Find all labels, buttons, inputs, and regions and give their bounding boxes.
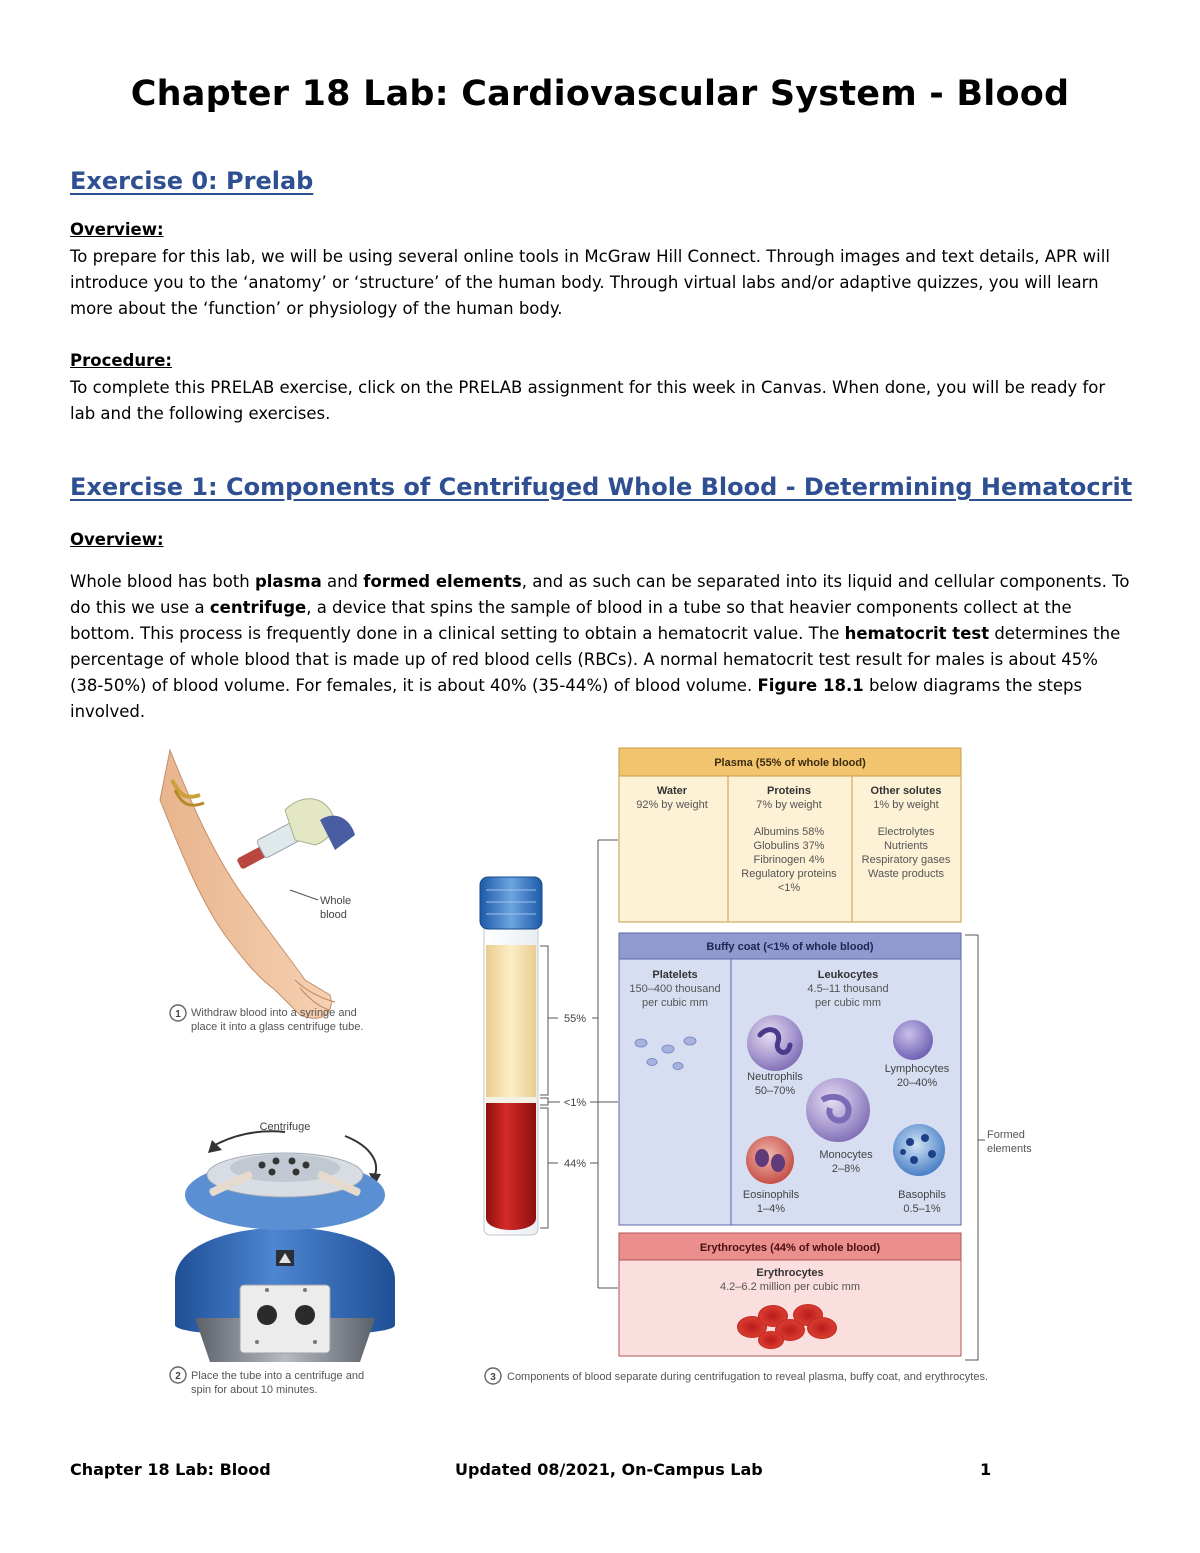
protein-globulins: Globulins 37% [753,840,825,852]
step-3-number: 3 [490,1372,496,1383]
eosinophils-pct: 1–4% [756,1203,786,1215]
protein-fibrinogen: Fibrinogen 4% [753,854,825,866]
step-1-number: 1 [175,1009,181,1020]
protein-regulatory-pct: <1% [777,882,801,894]
erythrocytes-box-title: Erythrocytes (44% of whole blood) [699,1242,881,1254]
monocyte-cell [806,1078,870,1142]
basophil-cell [893,1124,945,1176]
centrifuge-illustration [175,1121,395,1362]
centrifuged-tube [480,877,542,1235]
solutes-sub: 1% by weight [873,799,939,811]
step-1-line-1: Withdraw blood into a syringe and [191,1007,357,1019]
basophils-pct: 0.5–1% [903,1203,941,1215]
step-2-number: 2 [175,1371,181,1382]
exercise-0-heading: Exercise 0: Prelab [70,167,314,195]
step-3-caption [485,1368,988,1384]
solute-electrolytes: Electrolytes [877,826,935,838]
exercise-0-procedure-label: Procedure: [70,351,173,370]
exercise-1-heading: Exercise 1: Components of Centrifuged Whole Blood - Determining Hematocrit [70,473,1133,501]
lymphocyte-cell [893,1020,933,1060]
leukocytes-title: Leukocytes [817,969,879,981]
proteins-sub: 7% by weight [756,799,822,811]
solute-waste: Waste products [867,868,945,880]
eosinophil-cell [746,1136,794,1184]
solutes-title: Other solutes [870,785,942,797]
monocytes-pct: 2–8% [831,1163,861,1175]
whole-blood-leader [290,890,318,900]
monocytes-label: Monocytes [819,1149,873,1161]
figure-18-1 [0,740,1200,1420]
arm-illustration [160,750,355,1018]
page-title: Chapter 18 Lab: Cardiovascular System - Blood [130,74,1070,114]
step-1-caption [170,1005,363,1033]
exercise-0-procedure-text: To complete this PRELAB exercise, click on the PRELAB assignment for this week in Canvas. When done, you will be ready for lab and the following exercises. [70,378,1106,423]
neutrophils-pct: 50–70% [754,1085,796,1097]
formed-elements-label-2: elements [987,1143,1032,1155]
exercise-1-overview-label: Overview: [70,530,164,549]
eosinophils-label: Eosinophils [742,1189,800,1201]
exercise-0-overview-label: Overview: [70,220,164,239]
lymphocytes-pct: 20–40% [896,1077,938,1089]
page-number: 1 [980,1460,992,1479]
step-2-line-2: spin for about 10 minutes. [191,1384,318,1396]
buffy-title: Buffy coat (<1% of whole blood) [706,941,874,953]
neutrophil-cell [747,1015,803,1071]
footer-center: Updated 08/2021, On-Campus Lab [455,1460,763,1479]
platelets-title: Platelets [652,969,698,981]
proteins-title: Proteins [766,785,812,797]
neutrophils-label: Neutrophils [747,1071,803,1083]
tube-pct-plasma: 55% [563,1013,587,1025]
erythrocytes-title: Erythrocytes [756,1267,824,1279]
protein-regulatory: Regulatory proteins [741,868,837,880]
platelets-count-1: 150–400 thousand [629,983,721,995]
protein-albumins: Albumins 58% [753,826,825,838]
step-3-text: Components of blood separate during centrifugation to reveal plasma, buffy coat, and erythrocytes. [507,1371,989,1383]
leukocytes-count-1: 4.5–11 thousand [807,983,889,995]
centrifuge-label: Centrifuge [259,1121,311,1133]
tube-pct-rbc: 44% [563,1158,587,1170]
step-1-line-2: place it into a glass centrifuge tube. [191,1021,364,1033]
platelets-count-2: per cubic mm [641,997,709,1009]
tube-pct-buffy: <1% [563,1097,587,1109]
solute-gases: Respiratory gases [861,854,951,866]
erythrocytes-count: 4.2–6.2 million per cubic mm [719,1281,861,1293]
exercise-1-overview-text: Whole blood has both plasma and formed elements, and as such can be separated into its liquid and cellular components. To do this we use a centrifuge, a device that spins the sample of blood in a tube so that heavier components collect at the bottom. This process is frequently done in a clinical setting to obtain a hematocrit value. The hematocrit test determines the percentage of whole blood that is made up of red blood cells (RBCs). A normal hematocrit test result for males is about 45% (38-50%) of blood volume. For females, it is about 40% (35-44%) of blood volume. Figure 18.1 below diagrams the steps involved. [70,572,1130,721]
step-2-caption [170,1367,364,1396]
whole-blood-label-1: Whole [320,895,352,907]
step-2-line-1: Place the tube into a centrifuge and [191,1370,365,1382]
formed-elements-label-1: Formed [987,1129,1025,1141]
water-title: Water [656,785,688,797]
basophils-label: Basophils [898,1189,946,1201]
footer-left: Chapter 18 Lab: Blood [70,1460,271,1479]
leukocytes-count-2: per cubic mm [814,997,882,1009]
plasma-title: Plasma (55% of whole blood) [714,757,866,769]
solute-nutrients: Nutrients [883,840,929,852]
water-sub: 92% by weight [636,799,708,811]
whole-blood-label-2: blood [320,909,347,921]
lymphocytes-label: Lymphocytes [884,1063,950,1075]
exercise-0-overview-text: To prepare for this lab, we will be using several online tools in McGraw Hill Connect. Through images and text details, APR will introduce you to the ‘anatomy’ or ‘structure’ of the human body. Through virtual labs and/or adaptive quizzes, you will learn more about the ‘function’ or physiology of the human body. [70,247,1110,318]
